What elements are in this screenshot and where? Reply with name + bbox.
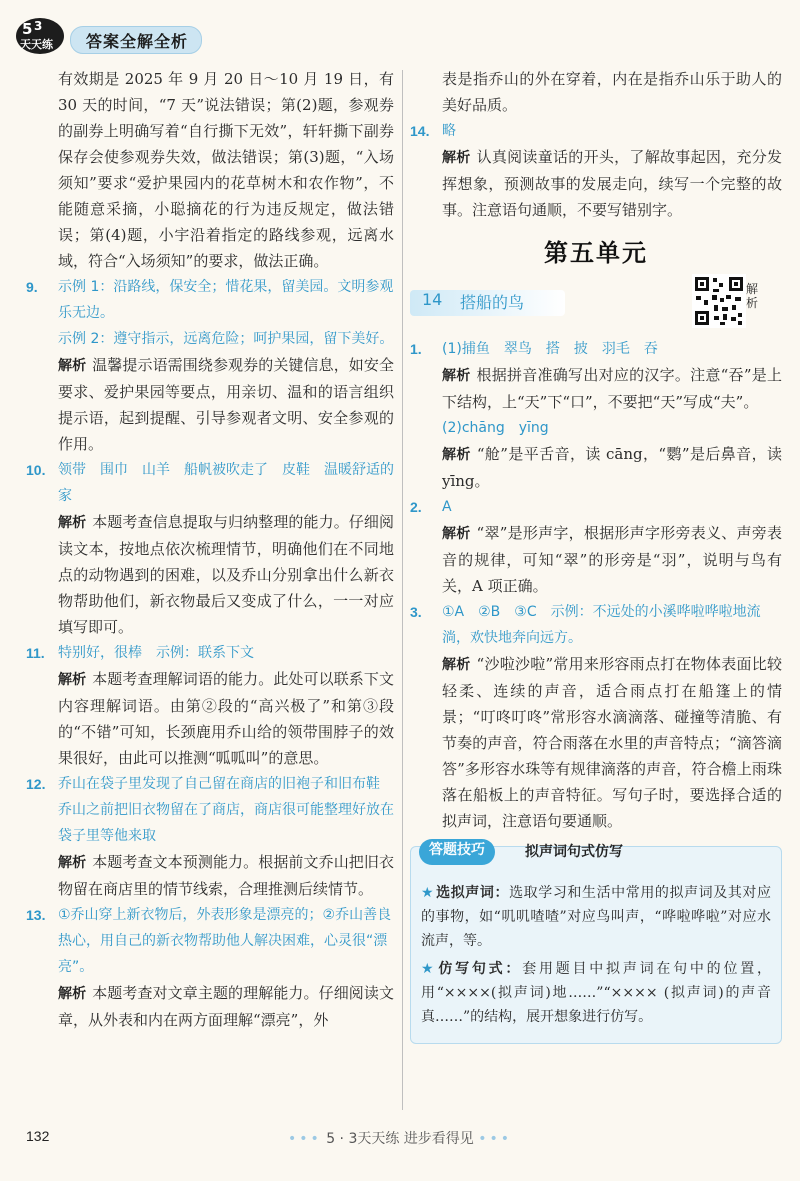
analysis-text: “舱”是平舌音，读 cāng，“鹦”是后鼻音，读 yīng。 — [442, 445, 782, 490]
answer-r3 — [410, 599, 782, 834]
answer-14 — [410, 118, 782, 223]
analysis-text: 根据拼音准确写出对应的汉字。注意“吞”是上下结构，上“天”下“口”，不要把“天”写成“夫”。 — [442, 366, 782, 411]
question-number: 13. — [26, 907, 46, 923]
tip-label: 答题技巧 — [419, 839, 495, 865]
answer-12 — [26, 771, 394, 902]
decorative-dots: ••• — [478, 1131, 513, 1147]
page-number: 132 — [26, 1128, 50, 1144]
question-number: 10. — [26, 462, 46, 478]
lesson-number: 14 — [422, 290, 443, 309]
answer-text: 乔山在袋子里发现了自己留在商店的旧袍子和旧布鞋 — [58, 776, 380, 792]
analysis-tag: 解析 — [58, 855, 87, 871]
analysis-text: 本题考查文本预测能力。根据前文乔山把旧衣物留在商店里的情节线索，合理推测后续情节。 — [58, 853, 395, 898]
decorative-dots: ••• — [287, 1131, 322, 1147]
answer-text: 特别好，很棒 示例：联系下文 — [58, 645, 254, 661]
unit-title: 第五单元 — [544, 239, 648, 267]
question-number: 11. — [26, 645, 45, 661]
question-number: 12. — [26, 776, 46, 792]
footer-slogan-row — [0, 1128, 800, 1148]
answer-13 — [26, 902, 394, 1033]
tip-item-head: 选拟声词： — [436, 885, 510, 901]
qr-caption: 解析 — [746, 282, 759, 310]
answer-text: 略 — [442, 123, 456, 139]
continued-paragraph: 表是指乔山的外在穿着，内在是指乔山乐于助人的美好品质。 — [442, 70, 782, 114]
star-icon: ★ — [421, 961, 437, 977]
column-divider — [402, 70, 403, 1110]
analysis-text: “翠”是形声字，根据形声字形旁表义、声旁表音的规律，可知“翠”的形旁是“羽”，说明与鸟有关，A 项正确。 — [442, 524, 782, 595]
answer-text: 示例 2：遵守指示，远离危险；呵护果园，留下美好。 — [58, 331, 394, 347]
answer-text: (1)捕鱼 翠鸟 搭 披 羽毛 吞 — [442, 341, 658, 357]
analysis-tag: 解析 — [58, 986, 87, 1002]
right-column — [410, 66, 782, 1044]
question-number: 14. — [410, 123, 430, 139]
qr-code-icon[interactable] — [692, 274, 746, 328]
answer-r1 — [410, 336, 782, 494]
header-title: 答案全解全析 — [86, 32, 189, 51]
lesson-header — [410, 276, 782, 332]
star-icon: ★ — [421, 885, 435, 901]
tip-item-head: 仿写句式： — [438, 961, 523, 977]
tip-box — [410, 842, 782, 1044]
tip-title: 拟声词句式仿写 — [525, 844, 623, 860]
analysis-tag: 解析 — [58, 515, 87, 531]
answer-11 — [26, 640, 394, 771]
answer-text: ①乔山穿上新衣物后，外表形象是漂亮的；②乔山善良热心，用自己的新衣物帮助他人解决困难，心灵很“漂亮”。 — [58, 907, 392, 975]
footer-slogan: 5 · 3天天练 进步看得见 — [326, 1131, 474, 1147]
intro-paragraph: 有效期是 2025 年 9 月 20 日～10 月 19 日，有 30 天的时间，“7 天”说法错误；第(2)题，参观券的副券上明确写着“自行撕下无效”，轩轩撕下副券保存会使参观券失效，做法错误；第(3)题，“入场须知”要求“爱护果园内的花草树木和农作物”，不能随意采摘，小聪摘花的行为违反规定，做法错误；第(4)题，小宇沿着指定的路线参观，远离水域，符合“入场须知”的要求，做法正确。 — [58, 70, 394, 270]
tip-item-body: 套用题目中拟声词在句中的位置，用“××××(拟声词)地……”“×××× (拟声词)的声音真……”的结构，展开想象进行仿写。 — [421, 961, 771, 1025]
question-number: 2. — [410, 499, 422, 515]
analysis-text: 本题考查信息提取与归纳整理的能力。仔细阅读文本，按地点依次梳理情节，明确他们在不同地点的动物遇到的困难，以及乔山分别拿出什么新衣物帮助他们，新衣物最后又变成了什么，一一对应填写即可。 — [58, 513, 395, 636]
question-number: 3. — [410, 604, 422, 620]
question-number: 1. — [410, 341, 422, 357]
analysis-tag: 解析 — [442, 526, 471, 542]
question-number: 9. — [26, 279, 38, 295]
answer-text: A — [442, 499, 452, 515]
answer-9 — [26, 274, 394, 457]
tip-item-body: 选取学习和生活中常用的拟声词及其对应的事物，如“叽叽喳喳”对应鸟叫声，“哗啦哗啦”对应水流声，等。 — [421, 885, 771, 949]
analysis-tag: 解析 — [442, 150, 471, 166]
svg-text:天天练: 天天练 — [20, 38, 53, 51]
analysis-text: 温馨提示语需围绕参观券的关键信息，如安全要求、爱护果园等要点，用亲切、温和的语言组织提示语，起到提醒、引导参观者文明、安全参观的作用。 — [58, 356, 395, 453]
analysis-text: 认真阅读童话的开头，了解故事起因，充分发挥想象，预测故事的发展走向，续写一个完整的故事。注意语句通顺，不要写错别字。 — [442, 148, 782, 219]
answer-text: ①A ②B ③C 示例：不远处的小溪哗啦哗啦地流淌，欢快地奔向远方。 — [442, 604, 761, 646]
answer-text: 示例 1：沿路线，保安全；惜花果，留美园。文明参观乐无边。 — [58, 279, 394, 321]
analysis-text: “沙啦沙啦”常用来形容雨点打在物体表面比较轻柔、连续的声音，适合雨点打在船篷上的情景；“叮咚叮咚”常形容水滴滴落、碰撞等清脆、有节奏的声音，符合雨落在水里的声音特点；“滴答滴答”多形容水珠等有规律滴落的声音，符合檐上雨珠落在船板上的声音特征。写句子时，要选择合适的拟声词，注意语句要通顺。 — [442, 655, 782, 830]
analysis-text: 本题考查理解词语的能力。此处可以联系下文内容理解词语。由第②段的“高兴极了”和第③段的“不错”可知，长颈鹿用乔山给的领带围脖子的效果很好，由此可以推测“呱呱叫”的意思。 — [58, 670, 395, 767]
answer-text: (2)chāng yīng — [442, 420, 549, 436]
answer-10 — [26, 457, 394, 640]
answer-text: 领带 围巾 山羊 船帆被吹走了 皮鞋 温暖舒适的家 — [58, 462, 394, 504]
svg-text:5: 5 — [22, 20, 33, 38]
svg-text:3: 3 — [34, 19, 43, 33]
left-column — [26, 66, 394, 1033]
lesson-title: 搭船的鸟 — [460, 293, 525, 312]
answer-text: 乔山之前把旧衣物留在了商店，商店很可能整理好放在袋子里等他来取 — [58, 802, 394, 844]
answer-r2 — [410, 494, 782, 599]
analysis-tag: 解析 — [442, 657, 471, 673]
analysis-tag: 解析 — [442, 368, 471, 384]
analysis-text: 本题考查对文章主题的理解能力。仔细阅读文章，从外表和内在两方面理解“漂亮”，外 — [58, 984, 395, 1029]
analysis-tag: 解析 — [58, 672, 87, 688]
analysis-tag: 解析 — [442, 447, 471, 463]
analysis-tag: 解析 — [58, 358, 87, 374]
